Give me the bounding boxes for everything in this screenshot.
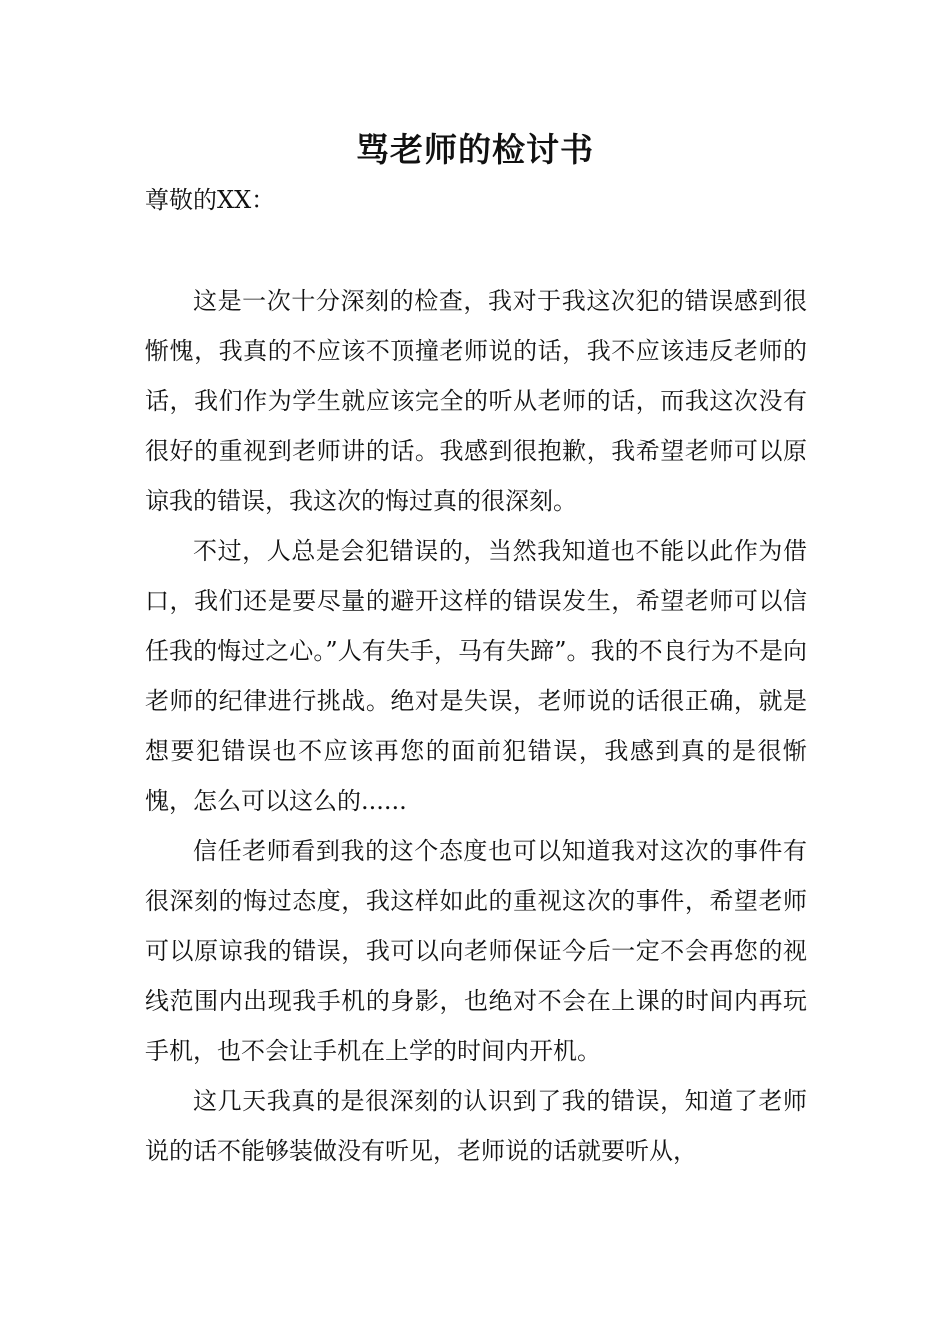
salutation: 尊敬的XX： xyxy=(145,186,276,214)
document-body xyxy=(145,276,807,1176)
paragraph: 这几天我真的是很深刻的认识到了我的错误，知道了老师说的话不能够装做没有听见，老师说的话就要听从， xyxy=(145,1087,807,1165)
paragraph: 不过，人总是会犯错误的，当然我知道也不能以此作为借口，我们还是要尽量的避开这样的错误发生，希望老师可以信任我的悔过之心。”人有失手，马有失蹄”。我的不良行为不是向老师的纪律进行挑战。绝对是失误，老师说的话很正确，就是想要犯错误也不应该再您的面前犯错误，我感到真的是很惭愧，怎么可以这么的...... xyxy=(145,537,807,815)
paragraph: 信任老师看到我的这个态度也可以知道我对这次的事件有很深刻的悔过态度，我这样如此的重视这次的事件，希望老师可以原谅我的错误，我可以向老师保证今后一定不会再您的视线范围内出现我手机的身影，也绝对不会在上课的时间内再玩手机，也不会让手机在上学的时间内开机。 xyxy=(145,837,807,1065)
paragraph: 这是一次十分深刻的检查，我对于我这次犯的错误感到很惭愧，我真的不应该不顶撞老师说的话，我不应该违反老师的话，我们作为学生就应该完全的听从老师的话，而我这次没有很好的重视到老师讲的话。我感到很抱歉，我希望老师可以原谅我的错误，我这次的悔过真的很深刻。 xyxy=(145,287,807,515)
document-title: 骂老师的检讨书 xyxy=(356,130,594,169)
